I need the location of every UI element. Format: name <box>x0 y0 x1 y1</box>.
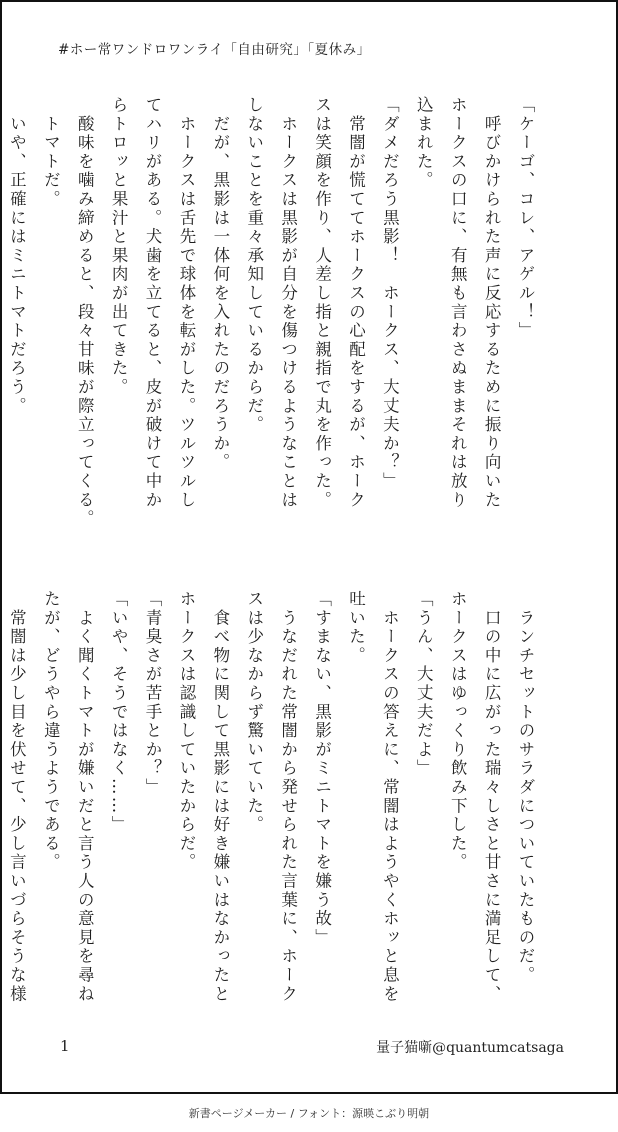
text-line: しないことを重々承知しているからだ。 <box>244 96 264 435</box>
author-credit: 量子猫噺@quantumcatsaga <box>376 1040 564 1056</box>
page-number: 1 <box>60 1037 70 1055</box>
text-line: ホークスはゆっくり飲み下した。 <box>448 590 468 872</box>
text-line: 「すまない、黒影がミニトマトを嫌う故」 <box>312 590 332 948</box>
text-line: トマトだ。 <box>41 96 61 209</box>
generator-footer: 新書ページメーカー / フォント：源暎こぶり明朝 <box>188 1107 430 1120</box>
text-line: うなだれた常闇から発せられた言葉に、ホーク <box>278 590 298 1004</box>
text-line: 吐いた。 <box>346 590 366 666</box>
text-line: 食べ物に関して黒影には好き嫌いはなかったと <box>210 590 230 1004</box>
text-line: 常闇が慌ててホークスの心配をするが、ホーク <box>346 96 366 510</box>
text-line: てハリがある。犬歯を立てると、皮が破けて中か <box>143 96 163 510</box>
text-line: ランチセットのサラダについていたものだ。 <box>516 590 535 985</box>
text-line: ホークスは認識していたからだ。 <box>176 590 196 872</box>
text-line: 常闇は少し目を伏せて、少し言いづらそうな様 <box>7 590 27 1004</box>
text-line: 口の中に広がった瑞々しさと甘さに満足して、 <box>482 590 502 1004</box>
text-block-bottom <box>7 590 542 1010</box>
text-line: 込まれた。 <box>414 96 434 190</box>
text-block-top <box>7 96 542 536</box>
text-line: 「ダメだろう黒影！ ホークス、大丈夫か？」 <box>380 96 400 491</box>
text-line: ホークスの口に、有無も言わさぬままそれは放り <box>448 96 468 510</box>
page-header: #ホー常ワンドロワンライ「自由研究」「夏休み」 <box>58 42 371 58</box>
text-line: いや、正確にはミニトマトだろう。 <box>7 96 27 416</box>
text-line: よく聞くトマトが嫌いだと言う人の意見を尋ね <box>75 590 95 1004</box>
text-line: 「うん、大丈夫だよ」 <box>414 590 434 778</box>
text-line: 「いや、そうではなく……」 <box>109 590 129 835</box>
text-line: ホークスは黒影が自分を傷つけるようなことは <box>278 96 298 510</box>
text-line: ホークスは舌先で球体を転がした。ツルツルし <box>176 96 196 510</box>
text-line: だが、黒影は一体何を入れたのだろうか。 <box>210 96 230 472</box>
text-line: たが、どうやら違うようである。 <box>41 590 61 872</box>
text-line: スは少なからず驚いていた。 <box>244 590 264 835</box>
text-line: 「青臭さが苦手とか？」 <box>143 590 163 797</box>
text-line: らトロッと果汁と果肉が出てきた。 <box>109 96 129 397</box>
text-line: 呼びかけられた声に反応するために振り向いた <box>482 96 502 510</box>
text-line: 「ケーゴ、コレ、アゲル！」 <box>516 96 535 341</box>
text-line: 酸味を噛み締めると、段々甘味が際立ってくる。 <box>75 96 95 529</box>
text-line: スは笑顔を作り、人差し指と親指で丸を作った。 <box>312 96 332 510</box>
text-line: ホークスの答えに、常闇はようやくホッと息を <box>380 590 400 1004</box>
